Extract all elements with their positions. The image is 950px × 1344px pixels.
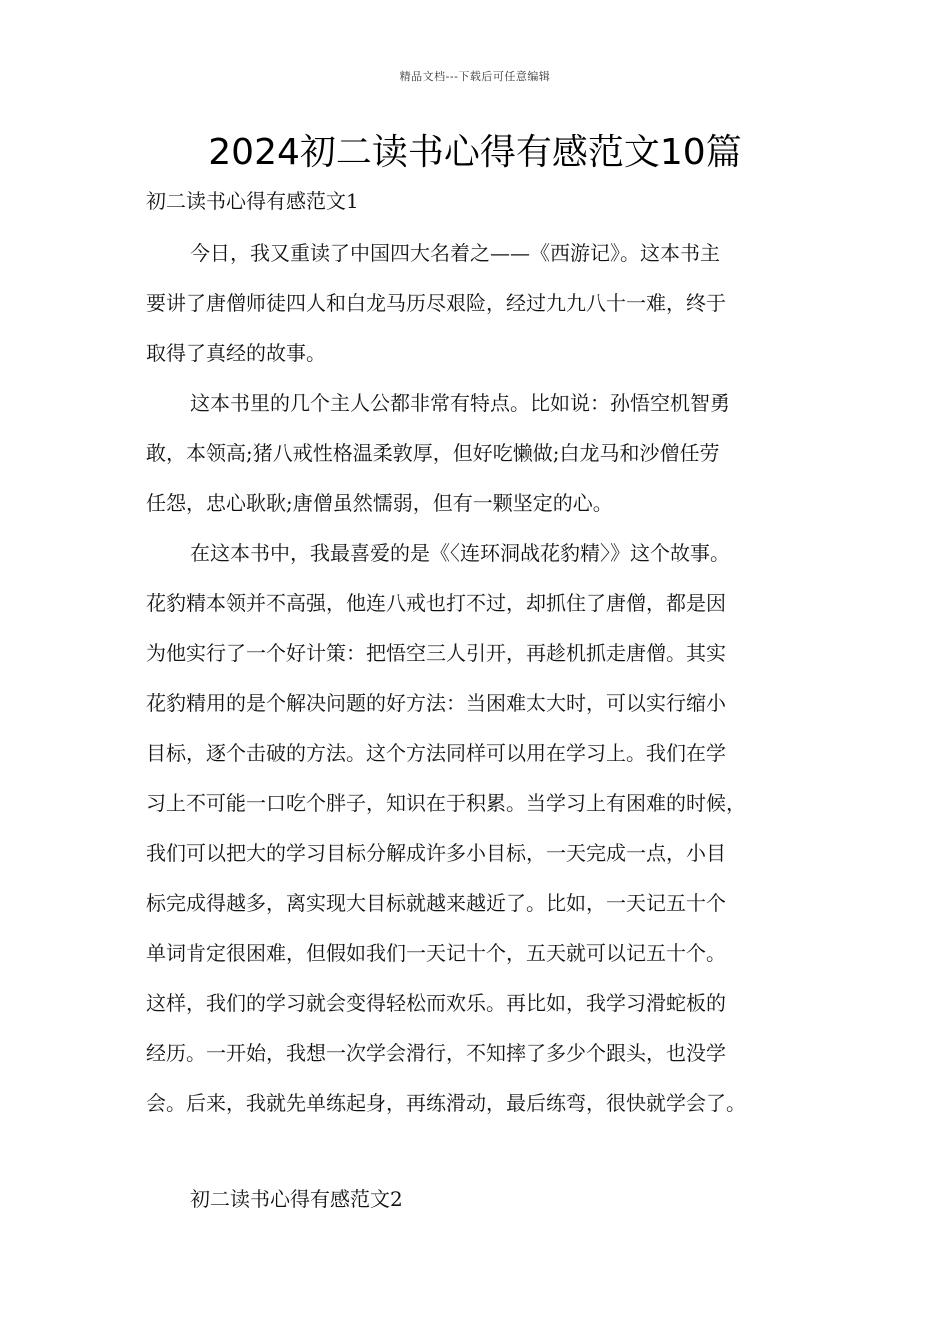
- text-line: 取得了真经的故事。: [146, 341, 326, 365]
- text-line: 花豹精本领并不高强，他连八戒也打不过，却抓住了唐僧，都是因: [146, 591, 726, 615]
- section-heading-2: 初二读书心得有感范文2: [190, 1187, 403, 1211]
- document-title: 2024初二读书心得有感范文10篇: [208, 132, 742, 173]
- text-line: 为他实行了一个好计策：把悟空三人引开，再趁机抓走唐僧。其实: [146, 641, 726, 665]
- text-line: 今日，我又重读了中国四大名着之——《西游记》。这本书主: [190, 241, 720, 265]
- text-line: 这样，我们的学习就会变得轻松而欢乐。再比如，我学习滑蛇板的: [146, 991, 726, 1015]
- text-line: 经历。一开始，我想一次学会滑行，不知摔了多少个跟头，也没学: [146, 1041, 726, 1065]
- text-line: 单词肯定很困难，但假如我们一天记十个，五天就可以记五十个。: [146, 941, 726, 965]
- paragraph: [146, 228, 806, 378]
- text-line: 在这本书中，我最喜爱的是《〈连环洞战花豹精〉》这个故事。: [190, 541, 730, 565]
- text-line: 任怨，忠心耿耿;唐僧虽然懦弱，但有一颗坚定的心。: [146, 491, 613, 515]
- text-line: 会。后来，我就先单练起身，再练滑动，最后练弯，很快就学会了。: [146, 1091, 746, 1115]
- header-note: 精品文档---下载后可任意编辑: [399, 70, 551, 83]
- section-heading-1: 初二读书心得有感范文1: [146, 189, 359, 213]
- text-line: 习上不可能一口吃个胖子，知识在于积累。当学习上有困难的时候，: [146, 791, 746, 815]
- text-line: 我们可以把大的学习目标分解成许多小目标，一天完成一点，小目: [146, 841, 726, 865]
- section-body-1: [146, 228, 806, 1128]
- text-line: 花豹精用的是个解决问题的好方法：当困难太大时，可以实行缩小: [146, 691, 726, 715]
- text-line: 这本书里的几个主人公都非常有特点。比如说：孙悟空机智勇: [190, 391, 730, 415]
- paragraph: [146, 378, 806, 528]
- paragraph: [146, 528, 806, 1128]
- text-line: 标完成得越多，离实现大目标就越来越近了。比如，一天记五十个: [146, 891, 726, 915]
- text-line: 目标，逐个击破的方法。这个方法同样可以用在学习上。我们在学: [146, 741, 726, 765]
- text-line: 敢，本领高;猪八戒性格温柔敦厚，但好吃懒做;白龙马和沙僧任劳: [146, 441, 720, 465]
- text-line: 要讲了唐僧师徒四人和白龙马历尽艰险，经过九九八十一难，终于: [146, 291, 726, 315]
